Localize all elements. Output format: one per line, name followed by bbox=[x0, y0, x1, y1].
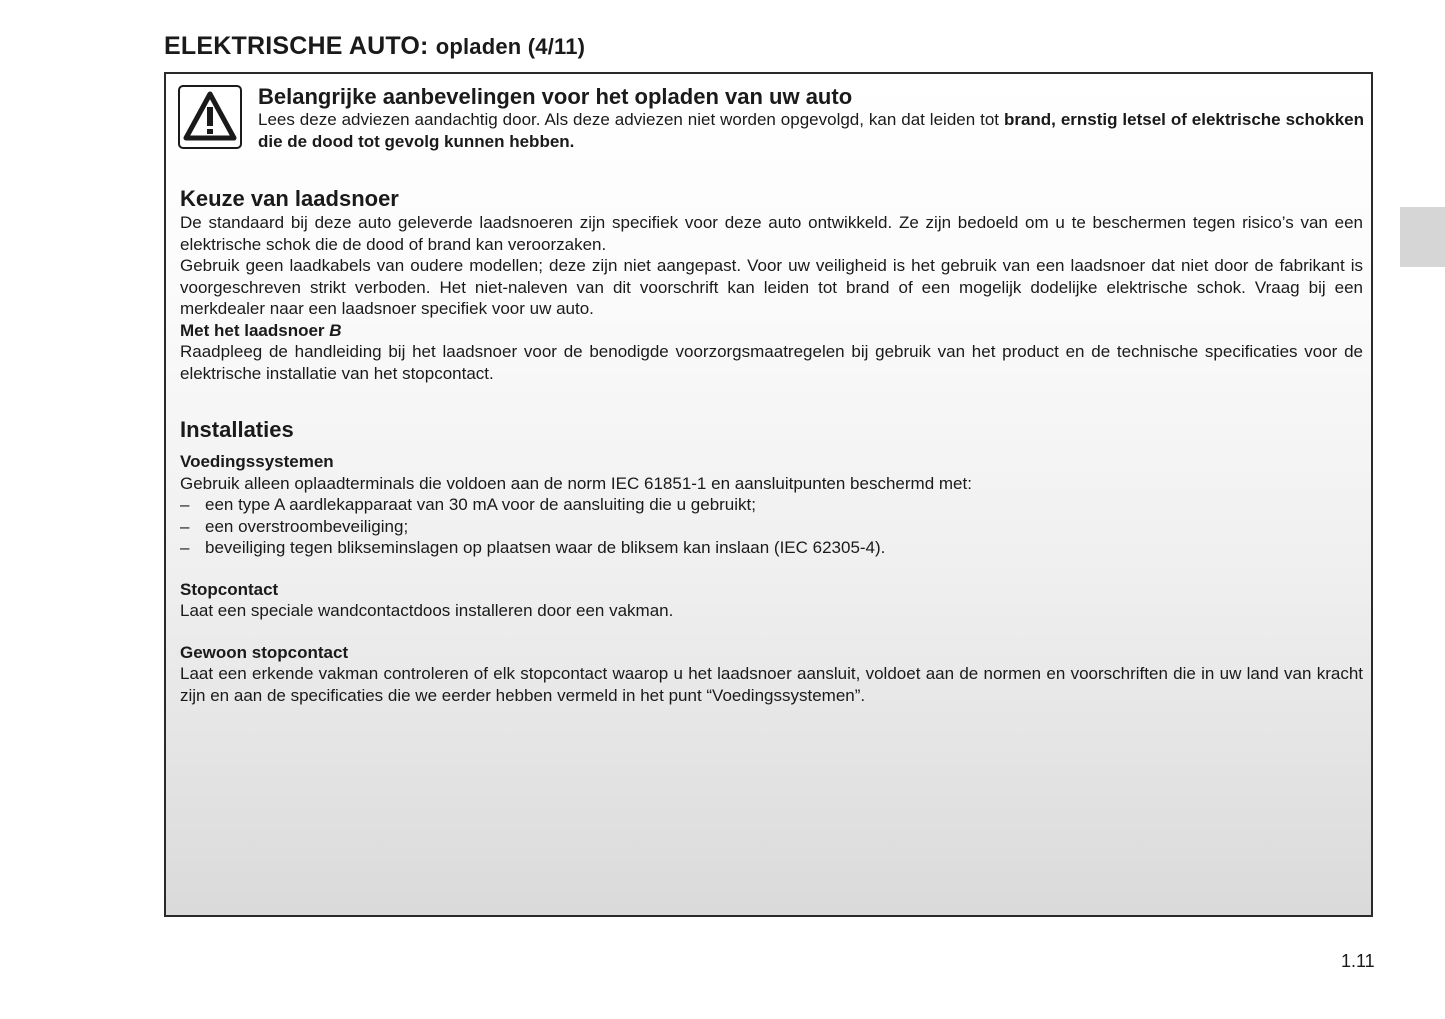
laadsnoer-paragraph-2: Gebruik geen laadkabels van oudere modellen; deze zijn niet aangepast. Voor uw veiligheid is het gebruik van een laadsnoer dat niet door de fabrikant is voorgeschreven strikt verboden. Het niet-naleven van dit voorschrift kan leiden tot brand of een mogelijk dodelijke elektrische schok. Vraag bij een merkdealer naar een laadsnoer specifiek voor uw auto. bbox=[180, 256, 1363, 318]
warning-text-bold: brand, ernstig letsel of elektrische schokken die de dood tot gevolg kunnen hebben. bbox=[258, 110, 1364, 151]
laadsnoer-paragraph-3: Raadpleeg de handleiding bij het laadsnoer voor de benodigde voorzorgsmaatregelen bij gebruik van het product en de technische specificaties voor de elektrische installatie van het stopcontact. bbox=[180, 342, 1363, 383]
section-installaties bbox=[180, 417, 1363, 706]
laadsnoer-heading: Keuze van laadsnoer bbox=[180, 186, 399, 211]
gewoon-stopcontact-heading: Gewoon stopcontact bbox=[180, 642, 349, 662]
page-title-sub: opladen (4/11) bbox=[435, 34, 586, 59]
bullet-dash: – bbox=[180, 538, 190, 557]
chapter-tab-marker bbox=[1400, 207, 1445, 267]
gewoon-stopcontact-block bbox=[180, 642, 1363, 707]
list-item-text: beveiliging tegen blikseminslagen op plaatsen waar de bliksem kan inslaan (IEC 62305-4). bbox=[205, 538, 886, 557]
laadsnoer-paragraph-1: De standaard bij deze auto geleverde laadsnoeren zijn specifiek voor deze auto ontwikkeld. Ze zijn bedoeld om u te beschermen tegen risico’s van een elektrische schok die de dood of brand kan veroorzaken. bbox=[180, 213, 1363, 254]
bullet-dash: – bbox=[180, 495, 190, 514]
warning-block bbox=[258, 85, 1364, 152]
stopcontact-block bbox=[180, 579, 1363, 622]
laadsnoer-subheading-letter: B bbox=[329, 320, 342, 340]
warning-text bbox=[258, 109, 1364, 152]
warning-triangle-icon bbox=[178, 85, 242, 149]
installaties-heading: Installaties bbox=[180, 417, 294, 442]
page-number: 1.11 bbox=[1341, 951, 1375, 971]
list-item bbox=[180, 537, 1363, 559]
list-item bbox=[180, 516, 1363, 538]
list-item bbox=[180, 494, 1363, 516]
list-item-text: een overstroombeveiliging; bbox=[205, 516, 409, 536]
bullet-dash: – bbox=[180, 516, 190, 536]
stopcontact-text: Laat een speciale wandcontactdoos installeren door een vakman. bbox=[180, 601, 674, 620]
page-title bbox=[164, 32, 585, 61]
page-title-main: ELEKTRISCHE AUTO: bbox=[164, 32, 429, 60]
warning-text-regular: Lees deze adviezen aandachtig door. Als deze adviezen niet worden opgevolgd, kan dat leiden tot bbox=[258, 110, 1004, 129]
gewoon-stopcontact-text: Laat een erkende vakman controleren of elk stopcontact waarop u het laadsnoer aansluit, voldoet aan de normen en voorschriften die in uw land van kracht zijn en aan de specificaties die we eerder hebben vermeld in het punt “Voedingssystemen”. bbox=[180, 664, 1363, 705]
laadsnoer-subheading bbox=[180, 320, 1363, 342]
list-item-text: een type A aardlekapparaat van 30 mA voor de aansluiting die u gebruikt; bbox=[205, 495, 756, 514]
warning-title: Belangrijke aanbevelingen voor het opladen van uw auto bbox=[258, 84, 853, 109]
section-laadsnoer bbox=[180, 186, 1363, 384]
stopcontact-heading: Stopcontact bbox=[180, 579, 279, 599]
content-panel bbox=[164, 72, 1373, 917]
voeding-block bbox=[180, 451, 1363, 559]
voeding-intro: Gebruik alleen oplaadterminals die voldoen aan de norm IEC 61851-1 en aansluitpunten beschermd met: bbox=[180, 473, 972, 493]
voeding-heading: Voedingssystemen bbox=[180, 452, 334, 471]
laadsnoer-subheading-label: Met het laadsnoer bbox=[180, 320, 330, 340]
